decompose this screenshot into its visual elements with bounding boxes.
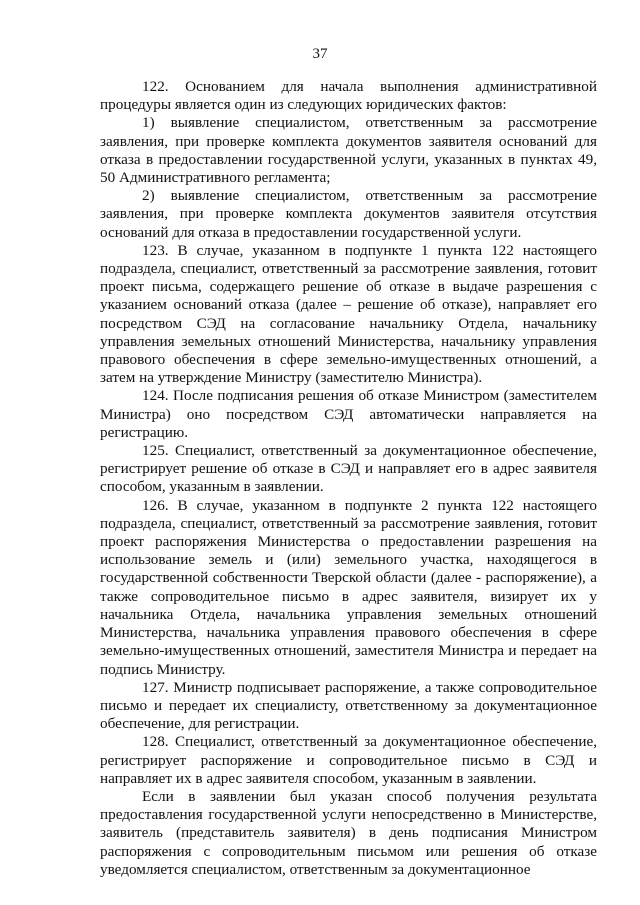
document-body — [100, 78, 597, 879]
paragraph-123: 123. В случае, указанном в подпункте 1 пункта 122 настоящего подраздела, специалист, ответственный за рассмотрение заявления, готовит проект письма, содержащего решение об отказе в выдаче разрешения с указанием оснований отказа (далее – решение об отказе), направляет его посредством СЭД на согласование начальнику Отдела, начальнику управления земельных отношений Министерства, начальнику управления правового обеспечения в сфере земельно-имущественных отношений, а затем на утверждение Министру (заместителю Министра). — [100, 241, 597, 387]
page-number: 37 — [312, 46, 328, 62]
paragraph-128: 128. Специалист, ответственный за документационное обеспечение, регистрирует распоряжение и сопроводительное письмо в СЭД и направляет их в адрес заявителя способом, указанным в заявлении. — [100, 733, 597, 787]
paragraph-122-item-2: 2) выявление специалистом, ответственным за рассмотрение заявления, при проверке комплекта документов заявителя отсутствия оснований для отказа в предоставлении государственной услуги. — [100, 187, 597, 241]
paragraph-122: 122. Основанием для начала выполнения административной процедуры является один из следующих юридических фактов: — [100, 78, 597, 114]
paragraph-126: 126. В случае, указанном в подпункте 2 пункта 122 настоящего подраздела, специалист, ответственный за рассмотрение заявления, готовит проект распоряжения Министерства о предоставлении разрешения на использование земель и (или) земельного участка, находящегося в государственной собственности Тверской области (далее - распоряжение), а также сопроводительное письмо в адрес заявителя, визирует их у начальника Отдела, начальника управления земельных отношений Министерства, начальника управления правового обеспечения в сфере земельно-имущественных отношений, заместителя Министра и передает на подпись Министру. — [100, 496, 597, 678]
paragraph-125: 125. Специалист, ответственный за документационное обеспечение, регистрирует решение об отказе в СЭД и направляет его в адрес заявителя способом, указанным в заявлении. — [100, 442, 597, 496]
paragraph-notification: Если в заявлении был указан способ получения результата предоставления государственной услуги непосредственно в Министерстве, заявитель (представитель заявителя) в день подписания Министром распоряжения с сопроводительным письмом или решения об отказе уведомляется специалистом, ответственным за документационное — [100, 787, 597, 878]
paragraph-127: 127. Министр подписывает распоряжение, а также сопроводительное письмо и передает их специалисту, ответственному за документационное обеспечение, для регистрации. — [100, 678, 597, 733]
paragraph-122-item-1: 1) выявление специалистом, ответственным за рассмотрение заявления, при проверке комплекта документов заявителя оснований для отказа в предоставлении государственной услуги, указанных в пунктах 49, 50 Административного регламента; — [100, 114, 597, 187]
paragraph-124: 124. После подписания решения об отказе Министром (заместителем Министра) оно посредством СЭД автоматически направляется на регистрацию. — [100, 387, 597, 441]
